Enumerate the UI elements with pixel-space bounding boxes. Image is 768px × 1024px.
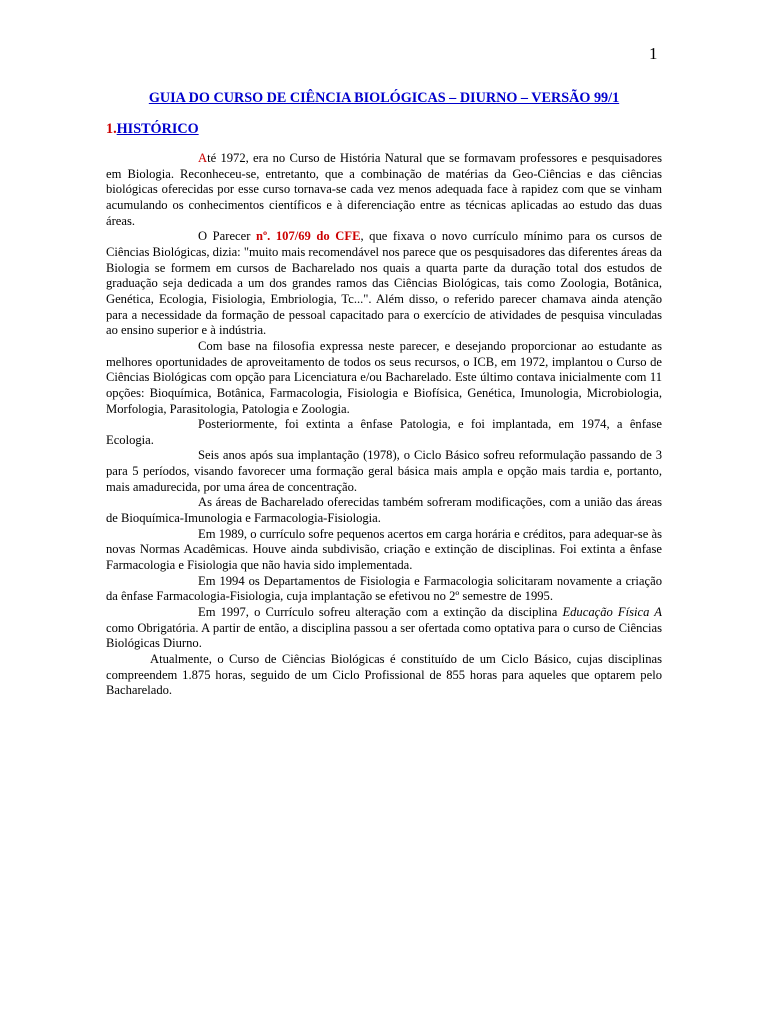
parecer-reference: nº. 107/69 do CFE <box>255 229 361 244</box>
paragraph-7: Em 1989, o currículo sofre pequenos acertos em carga horária e créditos, para adequar-se às novas Normas Acadêmicas. Houve ainda subdivisão, criação e extinção de disciplinas. Foi extinta a ênfase Farmacologia e Fisiologia que não havia sido implementada. <box>106 526 662 573</box>
paragraph-9 <box>106 605 662 652</box>
page-number: 1 <box>649 44 658 63</box>
section-heading <box>106 121 199 138</box>
paragraph-6: As áreas de Bacharelado oferecidas também sofreram modificações, com a união das áreas de Bioquímica-Imunologia e Farmacologia-Fisiologia. <box>106 495 662 526</box>
section-label: HISTÓRICO <box>116 121 199 137</box>
document-body <box>106 151 662 699</box>
paragraph-1-first-letter: A <box>198 151 208 165</box>
paragraph-1-text: té 1972, era no Curso de História Natural que se formavam professores e pesquisadores em Biologia. Reconheceu-se, entretanto, que a combinação de matérias da Geo-Ciências e das ciências biológicas oferecidas por esse curso tornava-se cada vez menos adequada face à rapidez com que se vinham acumulando os conhecimentos científicos e à diferenciação entre as técnicas aplicadas ao estudo das duas áreas. <box>106 151 662 228</box>
paragraph-2-before: O Parecer <box>198 229 256 244</box>
paragraph-2 <box>106 229 662 339</box>
discipline-name: Educação Física A <box>562 605 662 620</box>
paragraph-3: Com base na filosofia expressa neste parecer, e desejando proporcionar ao estudante as melhores oportunidades de aproveitamento de todos os seus recursos, o ICB, em 1972, implantou o Curso de Ciências Biológicas com opção para Licenciatura e/ou Bacharelado. Este último contava inicialmente com 11 opções: Bioquímica, Botânica, Farmacologia, Fisiologia e Biofísica, Genética, Imunologia, Microbiologia, Morfologia, Parasitologia, Patologia e Zoologia. <box>106 338 662 416</box>
paragraph-5: Seis anos após sua implantação (1978), o Ciclo Básico sofreu reformulação passando de 3 para 5 períodos, visando favorecer uma formação geral básica mais ampla e opção mais tardia e, portanto, mais amadurecida, por uma área de concentração. <box>106 448 662 494</box>
paragraph-9-before: Em 1997, o Currículo sofreu alteração com a extinção da disciplina <box>198 605 563 620</box>
paragraph-4: Posteriormente, foi extinta a ênfase Patologia, e foi implantada, em 1974, a ênfase Ecologia. <box>106 417 662 447</box>
document-title: GUIA DO CURSO DE CIÊNCIA BIOLÓGICAS – DIURNO – VERSÃO 99/1 <box>148 90 620 106</box>
section-number: 1. <box>106 121 117 137</box>
paragraph-2-after: , que fixava o novo currículo mínimo para os cursos de Ciências Biológicas, dizia: "muito mais recomendável nos parece que os pesquisadores das diferentes áreas da Biologia se formem em cursos de Bacharelado nos quais a quarta parte da duração total dos estudos de graduação seja dedicada a um dos grandes ramos das Ciências Biológicas, tais como Zoologia, Botânica, Genética, Ecologia, Fisiologia, Embriologia, Tc...". Além disso, o referido parecer chamava ainda atenção para a necessidade da formação de pessoal capacitado para o exercício de atividades de pesquisa vinculadas ao ensino superior e à indústria. <box>106 229 662 338</box>
paragraph-8: Em 1994 os Departamentos de Fisiologia e Farmacologia solicitaram novamente a criação da ênfase Farmacologia-Fisiologia, cuja implantação se efetivou no 2º semestre de 1995. <box>106 573 662 604</box>
paragraph-9-after: como Obrigatória. A partir de então, a disciplina passou a ser ofertada como optativa para o curso de Ciências Biológicas Diurno. <box>106 620 662 651</box>
paragraph-1 <box>106 151 662 229</box>
paragraph-10: Atualmente, o Curso de Ciências Biológicas é constituído de um Ciclo Básico, cujas disciplinas compreendem 1.875 horas, seguido de um Ciclo Profissional de 855 horas para aqueles que optarem pelo Bacharelado. <box>106 652 662 698</box>
